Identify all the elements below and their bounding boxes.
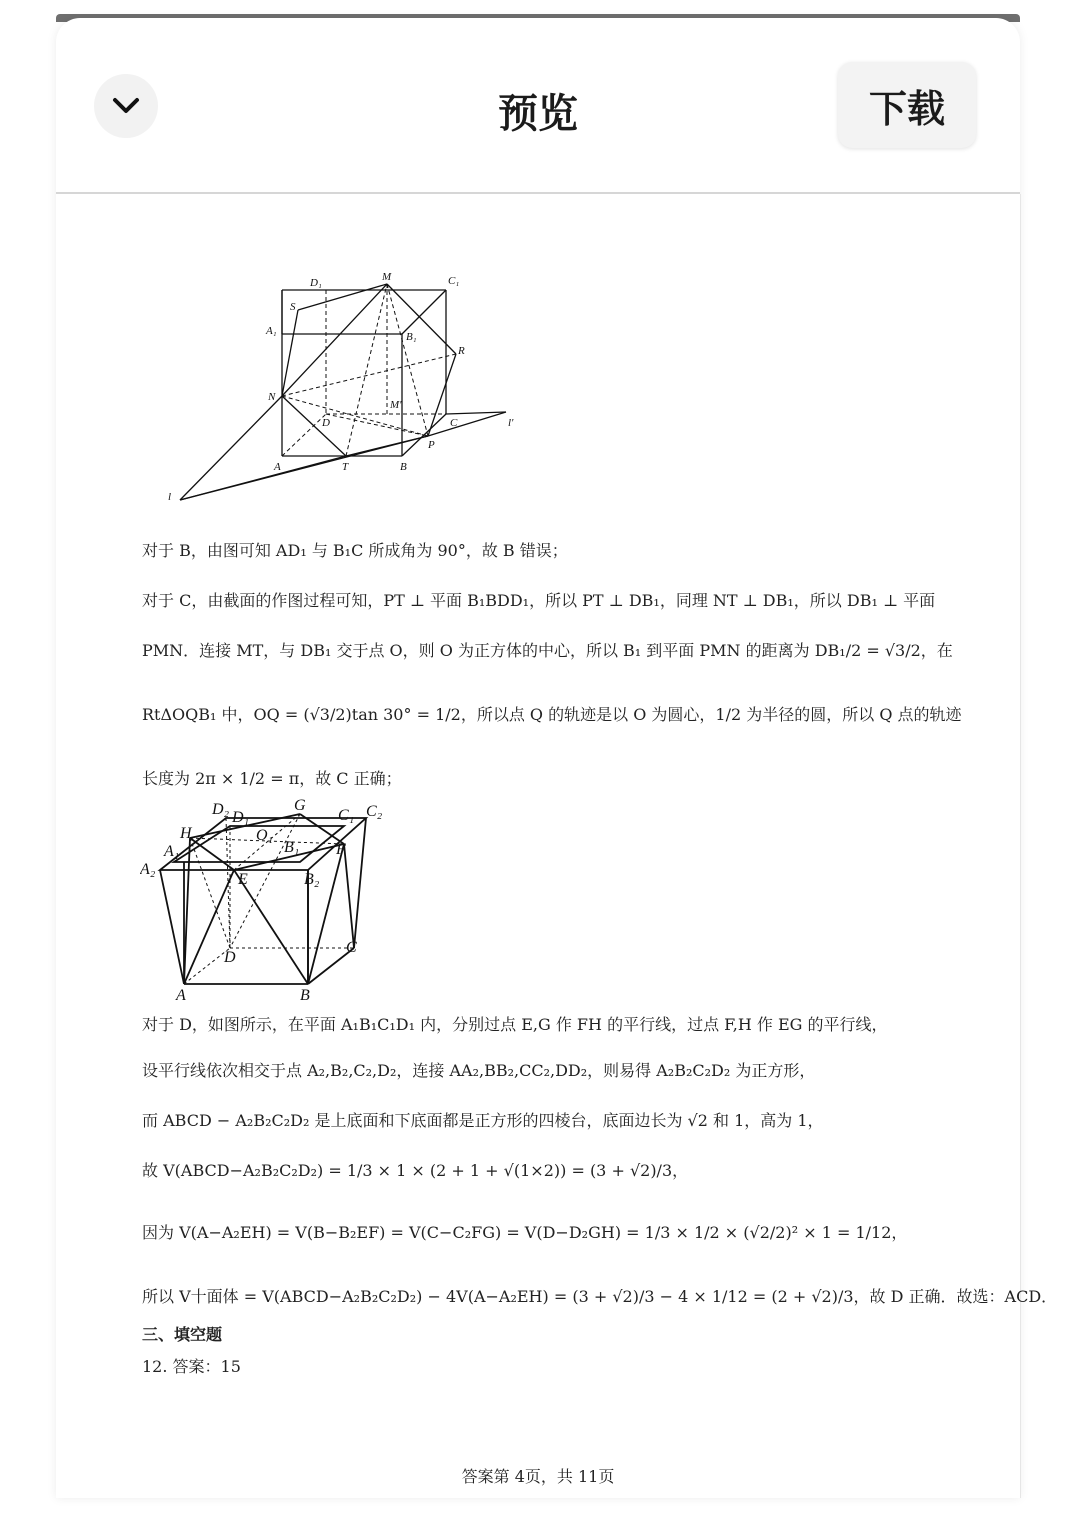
fig2-label: C [346,939,357,956]
section-heading: 三、填空题 [142,1325,223,1344]
preview-header [56,18,1020,194]
fig2-label: C₁ [338,807,355,824]
fig2-label: F [336,841,346,858]
fig2-label: B [300,987,310,1004]
preview-sheet [56,18,1058,1498]
fig1-label: D [322,417,330,429]
figure-decahedron [140,798,410,1006]
solution-line: 因为 V(A−A₂EH) = V(B−B₂EF) = V(C−C₂FG) = V(D−D₂GH) = 1/3 × 1/2 × (√2/2)² × 1 = 1/12， [142,1223,908,1242]
fig2-label: A [176,987,186,1004]
fig2-label: D [224,949,236,966]
fig1-label: l' [508,417,514,429]
solution-line: PMN．连接 MT，与 DB₁ 交于点 O，则 O 为正方体的中心，所以 B₁ 到平面 PMN 的距离为 DB₁/2 = √3/2，在 [142,641,953,660]
fig1-label: M' [390,399,402,411]
fig2-label: D₂ [212,801,230,818]
solution-line: 所以 V十面体 = V(ABCD−A₂B₂C₂D₂) − 4V(A−A₂EH) = (3 + √2)/3 − 4 × 1/12 = (2 + √2)/3，故 D 正确．故选：ACD． [142,1287,1058,1306]
fig1-label: S [290,301,296,313]
fig1-label: P [428,439,435,451]
fig1-label: D₁ [310,277,322,289]
fig2-label: H [180,825,192,842]
download-button[interactable]: 下载 [838,62,976,148]
solution-line: 设平行线依次相交于点 A₂,B₂,C₂,D₂，连接 AA₂,BB₂,CC₂,DD₂，则易得 A₂B₂C₂D₂ 为正方形， [142,1061,816,1080]
fig1-label: C₁ [448,275,460,287]
figure-cube-section [156,254,556,514]
solution-line: RtΔOQB₁ 中，OQ = (√3/2)tan 30° = 1/2，所以点 Q 的轨迹是以 O 为圆心，1/2 为半径的圆，所以 Q 点的轨迹 [142,705,962,724]
fig2-label: O₁ [256,827,274,844]
fig1-label: B₁ [406,331,417,343]
fig2-label: B₁ [284,839,300,856]
fig1-label: B [400,461,407,473]
fig1-label: N [268,391,276,403]
fig1-label: l [168,491,172,503]
solution-line: 而 ABCD − A₂B₂C₂D₂ 是上底面和下底面都是正方形的四棱台，底面边长为 √2 和 1，高为 1， [142,1111,824,1130]
page-title: 预览 [498,91,578,137]
fig1-label: M [382,271,392,283]
fig1-label: C [450,417,458,429]
fig2-label: G [294,798,306,814]
fig2-label: C₂ [366,803,383,820]
fig2-label: D₁ [232,809,250,826]
fig2-label: A₂ [140,861,156,878]
fig1-label: R [458,345,465,357]
answer-line: 12. 答案：15 [142,1357,241,1376]
solution-line: 长度为 2π × 1/2 = π，故 C 正确； [142,769,402,788]
fig1-label: A [274,461,281,473]
fig2-label: A₁ [164,843,180,860]
document-page [56,194,1058,1498]
solution-line: 对于 B，由图可知 AD₁ 与 B₁C 所成角为 90°，故 B 错误； [142,541,568,560]
solution-line: 对于 C，由截面的作图过程可知，PT ⊥ 平面 B₁BDD₁，所以 PT ⊥ DB₁，同理 NT ⊥ DB₁，所以 DB₁ ⊥ 平面 [142,591,936,610]
fig2-label: B₂ [304,871,320,888]
fig2-label: E [238,871,248,888]
page-footer: 答案第 4页，共 11页 [461,1467,615,1486]
fig1-label: A₁ [266,325,277,337]
solution-line: 故 V(ABCD−A₂B₂C₂D₂) = 1/3 × 1 × (2 + 1 + √(1×2)) = (3 + √2)/3， [142,1161,689,1180]
solution-line: 对于 D，如图所示，在平面 A₁B₁C₁D₁ 内，分别过点 E,G 作 FH 的平行线，过点 F,H 作 EG 的平行线， [142,1015,888,1034]
fig1-label: T [342,461,349,473]
